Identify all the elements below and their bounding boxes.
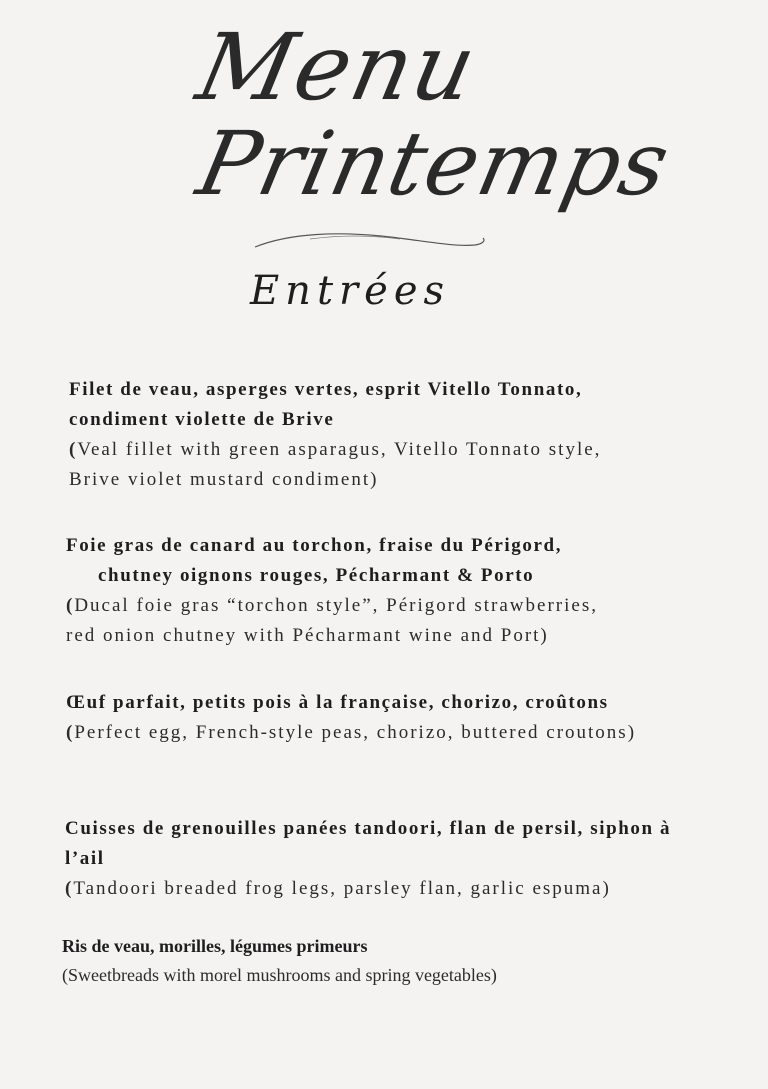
section-title-entrees: Entrées: [249, 268, 451, 314]
dish-translation-line: (Tandoori breaded frog legs, parsley flan, garlic espuma): [65, 878, 611, 899]
dish-translation-line: (Sweetbreads with morel mushrooms and spring vegetables): [62, 965, 497, 985]
dish-name-line: Œuf parfait, petits pois à la française, chorizo, croûtons: [66, 692, 609, 713]
dish-translation-line: red onion chutney with Pécharmant wine and Port): [66, 625, 549, 646]
dish-item: [66, 531, 598, 651]
dish-name-line: Filet de veau, asperges vertes, esprit Vitello Tonnato,: [69, 379, 583, 400]
flourish-divider: [250, 225, 490, 265]
dish-translation-line: (Perfect egg, French-style peas, chorizo, buttered croutons): [66, 722, 637, 743]
menu-title-line2: Printemps: [189, 112, 679, 215]
dish-translation-line: (Ducal foie gras “torchon style”, Périgord strawberries,: [66, 595, 598, 616]
dish-translation-line: Brive violet mustard condiment): [69, 469, 379, 490]
dish-name-line: condiment violette de Brive: [69, 409, 335, 430]
dish-name-line: Ris de veau, morilles, légumes primeurs: [62, 936, 368, 956]
dish-translation-line: (Veal fillet with green asparagus, Vitello Tonnato style,: [69, 439, 602, 460]
dish-name-line: chutney oignons rouges, Pécharmant & Porto: [98, 565, 535, 586]
dish-name-line: l’ail: [65, 848, 105, 869]
menu-title-line1: Menu: [188, 14, 487, 121]
dish-item: [66, 688, 636, 748]
dish-item: [69, 375, 601, 495]
dish-name-line: Foie gras de canard au torchon, fraise du Périgord,: [66, 535, 563, 556]
dish-item: [62, 932, 497, 990]
dish-name-line: Cuisses de grenouilles panées tandoori, flan de persil, siphon à: [65, 818, 672, 839]
dish-item: [65, 814, 671, 904]
